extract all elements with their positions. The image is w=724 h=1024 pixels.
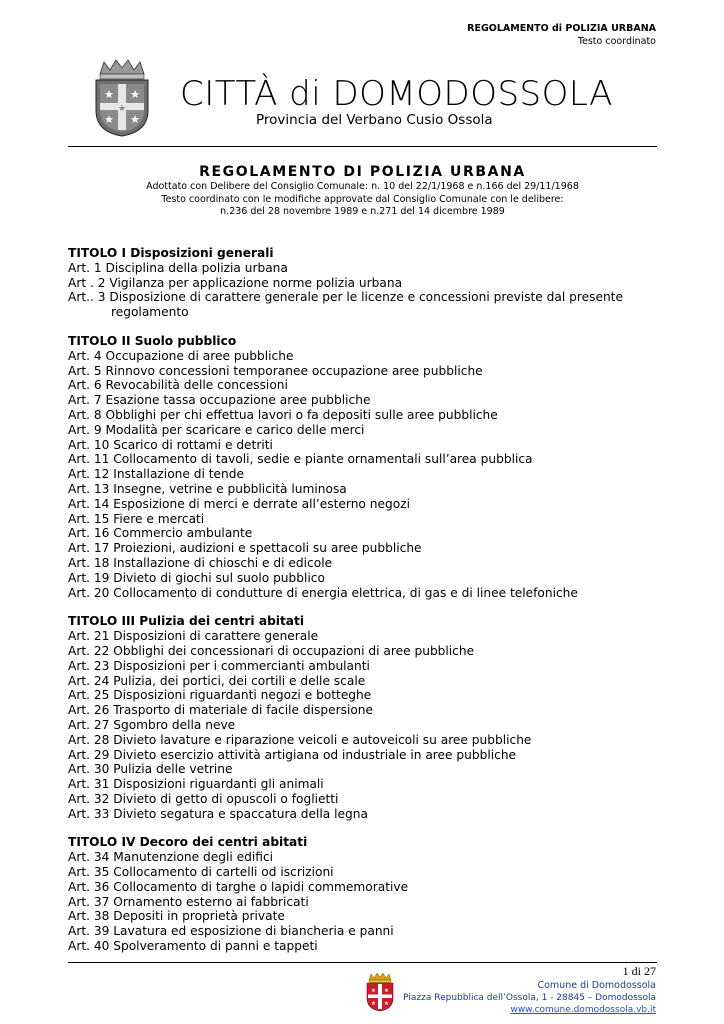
svg-text:★: ★ — [130, 88, 140, 101]
toc-article-item: Art. 31 Disposizioni riguardanti gli animali — [68, 777, 324, 792]
adoption-line: n.236 del 28 novembre 1989 e n.271 del 14 dicembre 1989 — [220, 206, 505, 217]
toc-article-item: Art. 23 Disposizioni per i commercianti ambulanti — [68, 658, 370, 673]
toc-article-item: Art. 32 Divieto di getto di opuscoli o foglietti — [68, 791, 339, 806]
toc-article-item: Art. 26 Trasporto di materiale di facile dispersione — [68, 703, 374, 718]
svg-text:★: ★ — [371, 988, 376, 994]
toc-article-item: Art. 20 Collocamento di condutture di energia elettrica, di gas e di linee telefoniche — [68, 585, 578, 600]
toc-article-item: Art. 22 Obblighi dei concessionari di occupazioni di aree pubbliche — [68, 643, 475, 658]
province-subtitle: Provincia del Verbano Cusio Ossola — [256, 112, 493, 128]
svg-text:★: ★ — [371, 1001, 376, 1007]
toc-article-item: Art. 17 Proiezioni, audizioni e spettacoli su aree pubbliche — [68, 541, 422, 556]
toc-article-item: Art. 33 Divieto segatura e spaccatura della legna — [68, 806, 368, 821]
toc-article-item: Art. 29 Divieto esercizio attività artigiana od industriale in aree pubbliche — [68, 747, 517, 762]
toc-article-item: Art. 28 Divieto lavature e riparazione veicoli e autoveicoli su aree pubbliche — [68, 732, 532, 747]
toc-article-item: Art. 1 Disciplina della polizia urbana — [68, 260, 288, 275]
toc-section — [68, 246, 668, 320]
toc-article-item: Art. 5 Rinnovo concessioni temporanee occupazione aree pubbliche — [68, 363, 483, 378]
toc-article-item: Art. 15 Fiere e mercati — [68, 511, 205, 526]
city-crest-icon — [90, 58, 154, 138]
svg-text:★: ★ — [104, 113, 114, 126]
toc-article-item: Art. 40 Spolveramento di panni e tappeti — [68, 939, 318, 954]
toc-article-item: Art. 6 Revocabilità delle concessioni — [68, 378, 288, 393]
toc-article-item: Art. 10 Scarico di rottami e detriti — [68, 437, 273, 452]
adoption-line: Adottato con Delibere del Consiglio Comunale: n. 10 del 22/1/1968 e n.166 del 29/11/1968 — [146, 181, 579, 192]
toc-article-item: Art. 25 Disposizioni riguardanti negozi e botteghe — [68, 688, 372, 703]
svg-text:★: ★ — [384, 1001, 389, 1007]
document-title: REGOLAMENTO DI POLIZIA URBANA — [199, 164, 526, 180]
toc-article-item: Art. 16 Commercio ambulante — [68, 526, 253, 541]
toc-article-item: Art. 19 Divieto di giochi sul suolo pubblico — [68, 570, 325, 585]
toc-article-item: Art. 38 Depositi in proprietà private — [68, 909, 285, 924]
toc-article-item: Art. 35 Collocamento di cartelli od iscrizioni — [68, 865, 334, 880]
toc-article-item: Art. 37 Ornamento esterno ai fabbricati — [68, 894, 309, 909]
toc-article-item: Art. 11 Collocamento di tavoli, sedie e piante ornamentali sull’area pubblica — [68, 452, 533, 467]
footer-address: Piazza Repubblica dell’Ossola, 1 - 28845 – Domodossola — [403, 993, 656, 1003]
toc-article-item: Art. 12 Installazione di tende — [68, 467, 244, 482]
toc-article-item: Art. 4 Occupazione di aree pubbliche — [68, 348, 294, 363]
toc-section — [68, 614, 668, 821]
footer-website-link[interactable]: www.comune.domodossola.vb.it — [510, 1005, 656, 1015]
toc-article-item: Art. 18 Installazione di chioschi e di edicole — [68, 555, 333, 570]
header-divider — [68, 146, 657, 147]
footer-municipality: Comune di Domodossola — [537, 980, 656, 991]
running-header-subtitle: Testo coordinato — [577, 36, 656, 47]
city-title: CITTÀ di DOMODOSSOLA — [180, 74, 613, 114]
toc-section-title: TITOLO IV Decoro dei centri abitati — [68, 835, 308, 850]
toc-article-item: Art. 34 Manutenzione degli edifici — [68, 850, 274, 865]
toc-article-item: Art. 9 Modalità per scaricare e carico delle merci — [68, 422, 365, 437]
toc-section — [68, 835, 668, 953]
toc-article-item: Art. 30 Pulizia delle vetrine — [68, 762, 233, 777]
toc-article-item: Art. 8 Obblighi per chi effettua lavori o fa depositi sulle aree pubbliche — [68, 407, 498, 422]
page-number: 1 di 27 — [622, 964, 656, 978]
toc-section-title: TITOLO III Pulizia dei centri abitati — [68, 614, 305, 629]
svg-text:★: ★ — [117, 104, 127, 114]
footer-crest-icon — [364, 972, 396, 1012]
toc-article-item: Art. 36 Collocamento di targhe o lapidi commemorative — [68, 879, 409, 894]
footer-contact — [403, 980, 656, 1016]
toc-article-item: Art. 7 Esazione tassa occupazione aree pubbliche — [68, 393, 371, 408]
svg-text:★: ★ — [104, 88, 114, 101]
svg-text:★: ★ — [384, 988, 389, 994]
toc-section-title: TITOLO I Disposizioni generali — [68, 246, 274, 260]
adoption-notes — [68, 181, 657, 219]
toc-article-item: Art. 14 Esposizione di merci e derrate all’esterno negozi — [68, 496, 410, 511]
toc-article-item: Art. 13 Insegne, vetrine e pubblicità luminosa — [68, 481, 347, 496]
running-header-title: REGOLAMENTO di POLIZIA URBANA — [467, 23, 656, 34]
toc-article-item: Art. 24 Pulizia, dei portici, dei cortili e delle scale — [68, 673, 366, 688]
running-header — [467, 22, 656, 48]
toc-section-title: TITOLO II Suolo pubblico — [68, 333, 237, 348]
toc-article-item: Art. 27 Sgombro della neve — [68, 717, 236, 732]
toc-article-item: Art.. 3 Disposizione di carattere generale per le licenze e concessioni previste dal presente regolamento — [68, 290, 623, 320]
toc-section — [68, 334, 668, 600]
adoption-line: Testo coordinato con le modifiche approvate dal Consiglio Comunale con le delibere: — [161, 193, 564, 205]
table-of-contents — [68, 246, 668, 968]
svg-text:★: ★ — [130, 113, 140, 126]
toc-article-item: Art . 2 Vigilanza per applicazione norme polizia urbana — [68, 275, 403, 290]
toc-article-item: Art. 21 Disposizioni di carattere generale — [68, 629, 319, 644]
toc-article-item: Art. 39 Lavatura ed esposizione di biancheria e panni — [68, 924, 394, 939]
footer-divider — [68, 962, 657, 963]
